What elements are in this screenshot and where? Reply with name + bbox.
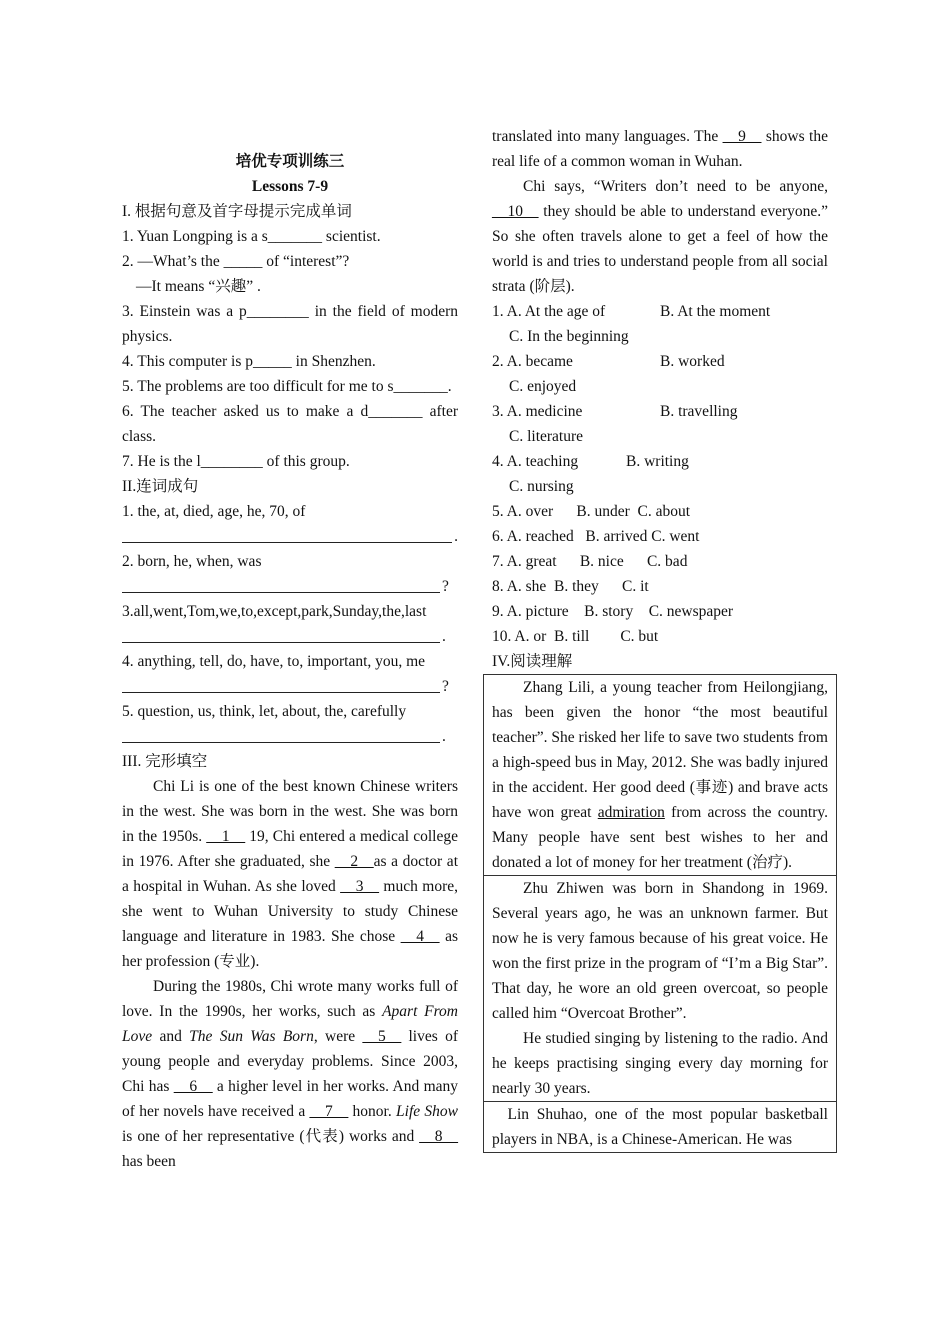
option-6: 6. A. reached B. arrived C. went: [492, 528, 700, 545]
option-4c: C. nursing: [509, 478, 574, 495]
option-9: 9. A. picture B. story C. newspaper: [492, 603, 734, 620]
right-column: [492, 124, 828, 1153]
cloze-options: [492, 299, 828, 649]
reading-box-c: Lin Shuhao, one of the most popular basketball players in NBA, is a Chinese-American. He was: [483, 1102, 837, 1153]
cloze-paragraph-2-cont: translated into many languages. The __9__ shows the real life of a common woman in Wuhan.: [492, 128, 828, 170]
s1-q1: 1. Yuan Longping is a s_______ scientist.: [122, 228, 381, 245]
s2-q3: 3.all,went,Tom,we,to,except,park,Sunday,the,last: [122, 603, 427, 620]
left-column: [122, 124, 458, 1174]
page-title: 培优专项训练三: [235, 153, 345, 170]
s2-q4: 4. anything, tell, do, have, to, important, you, me: [122, 653, 426, 670]
reading-box-a: Zhang Lili, a young teacher from Heilongjiang, has been given the honor “the most beautiful teacher”. She risked her life to save two students from a high-speed bus in May, 2012. She was badly injured in the accident. Her good deed (事迹) and brave acts have won great admiration from across the country. Many people have sent best wishes to her and donated a lot of money for her treatment (治疗).: [483, 674, 837, 876]
option-1: 1. A. At the age of B. At the moment: [492, 303, 771, 320]
cloze-paragraph-2: During the 1980s, Chi wrote many works full of love. In the 1990s, her works, such as Apart From Love and The Sun Was Born, were __5__ lives of young people and everyday problems. Since 2003, Chi has __6__ a higher level in her works. And many of her novels have received a __7__ honor. Life Show is one of her representative (代表) works and __8__ has been: [122, 978, 459, 1170]
s2-a5: .: [122, 724, 458, 749]
option-3: 3. A. medicine B. travelling: [492, 403, 738, 420]
option-2: 2. A. became B. worked: [492, 353, 725, 370]
s2-a3: .: [122, 624, 458, 649]
s2-q1: 1. the, at, died, age, he, 70, of: [122, 503, 306, 520]
section4-heading: IV.阅读理解: [492, 653, 573, 670]
cloze-paragraph-3: Chi says, “Writers don’t need to be anyone, __10__ they should be able to understand everyone.” So she often travels alone to get a feel of how the world is and tries to understand people from all social strata (阶层).: [492, 178, 828, 295]
s1-q3: 3. Einstein was a p________ in the field of modern physics.: [122, 303, 458, 345]
section3-heading: III. 完形填空: [122, 753, 208, 770]
cloze-paragraph-1: Chi Li is one of the best known Chinese writers in the west. She was born in the west. She was born in the 1950s. __1__ 19, Chi entered a medical college in 1976. After she graduated, she __2__as a doctor at a hospital in Wuhan. As she loved __3__ much more, she went to Wuhan University to study Chinese language and literature in 1983. She chose __4__ as her profession (专业).: [122, 778, 459, 970]
s2-q2: 2. born, he, when, was: [122, 553, 262, 570]
s1-q2a: 2. —What’s the _____ of “interest”?: [122, 253, 350, 270]
option-8: 8. A. she B. they C. it: [492, 578, 649, 595]
s1-q2b: —It means “兴趣” .: [136, 278, 261, 295]
s1-q5: 5. The problems are too difficult for me to s_______.: [122, 378, 452, 395]
section2-heading: II.连词成句: [122, 478, 199, 495]
s2-a1: .: [122, 524, 458, 549]
blank-9: __9__: [722, 128, 762, 145]
s1-q7: 7. He is the l________ of this group.: [122, 453, 350, 470]
s2-a4: ?: [122, 674, 458, 699]
reading-box-b: Zhu Zhiwen was born in Shandong in 1969. Several years ago, he was an unknown farmer. But now he is very famous because of his great voice. He won the first prize in the program of “I’m a Big Star”. That day, he wore an old green overcoat, so people called him “Overcoat Brother”. He studied singing by listening to the radio. And he keeps practising singing every day morning for nearly 30 years.: [483, 876, 837, 1102]
s2-q5: 5. question, us, think, let, about, the, carefully: [122, 703, 407, 720]
s1-q4: 4. This computer is p_____ in Shenzhen.: [122, 353, 376, 370]
s1-q6: 6. The teacher asked us to make a d_______ after class.: [122, 403, 458, 445]
option-1c: C. In the beginning: [509, 328, 629, 345]
section1-heading: I. 根据句意及首字母提示完成单词: [122, 203, 352, 220]
option-2c: C. enjoyed: [509, 378, 577, 395]
option-4: 4. A. teaching B. writing: [492, 453, 689, 470]
option-3c: C. literature: [509, 428, 584, 445]
page-subtitle: Lessons 7-9: [251, 178, 329, 195]
option-10: 10. A. or B. till C. but: [492, 628, 659, 645]
option-7: 7. A. great B. nice C. bad: [492, 553, 688, 570]
s2-a2: ?: [122, 574, 458, 599]
option-5: 5. A. over B. under C. about: [492, 503, 691, 520]
